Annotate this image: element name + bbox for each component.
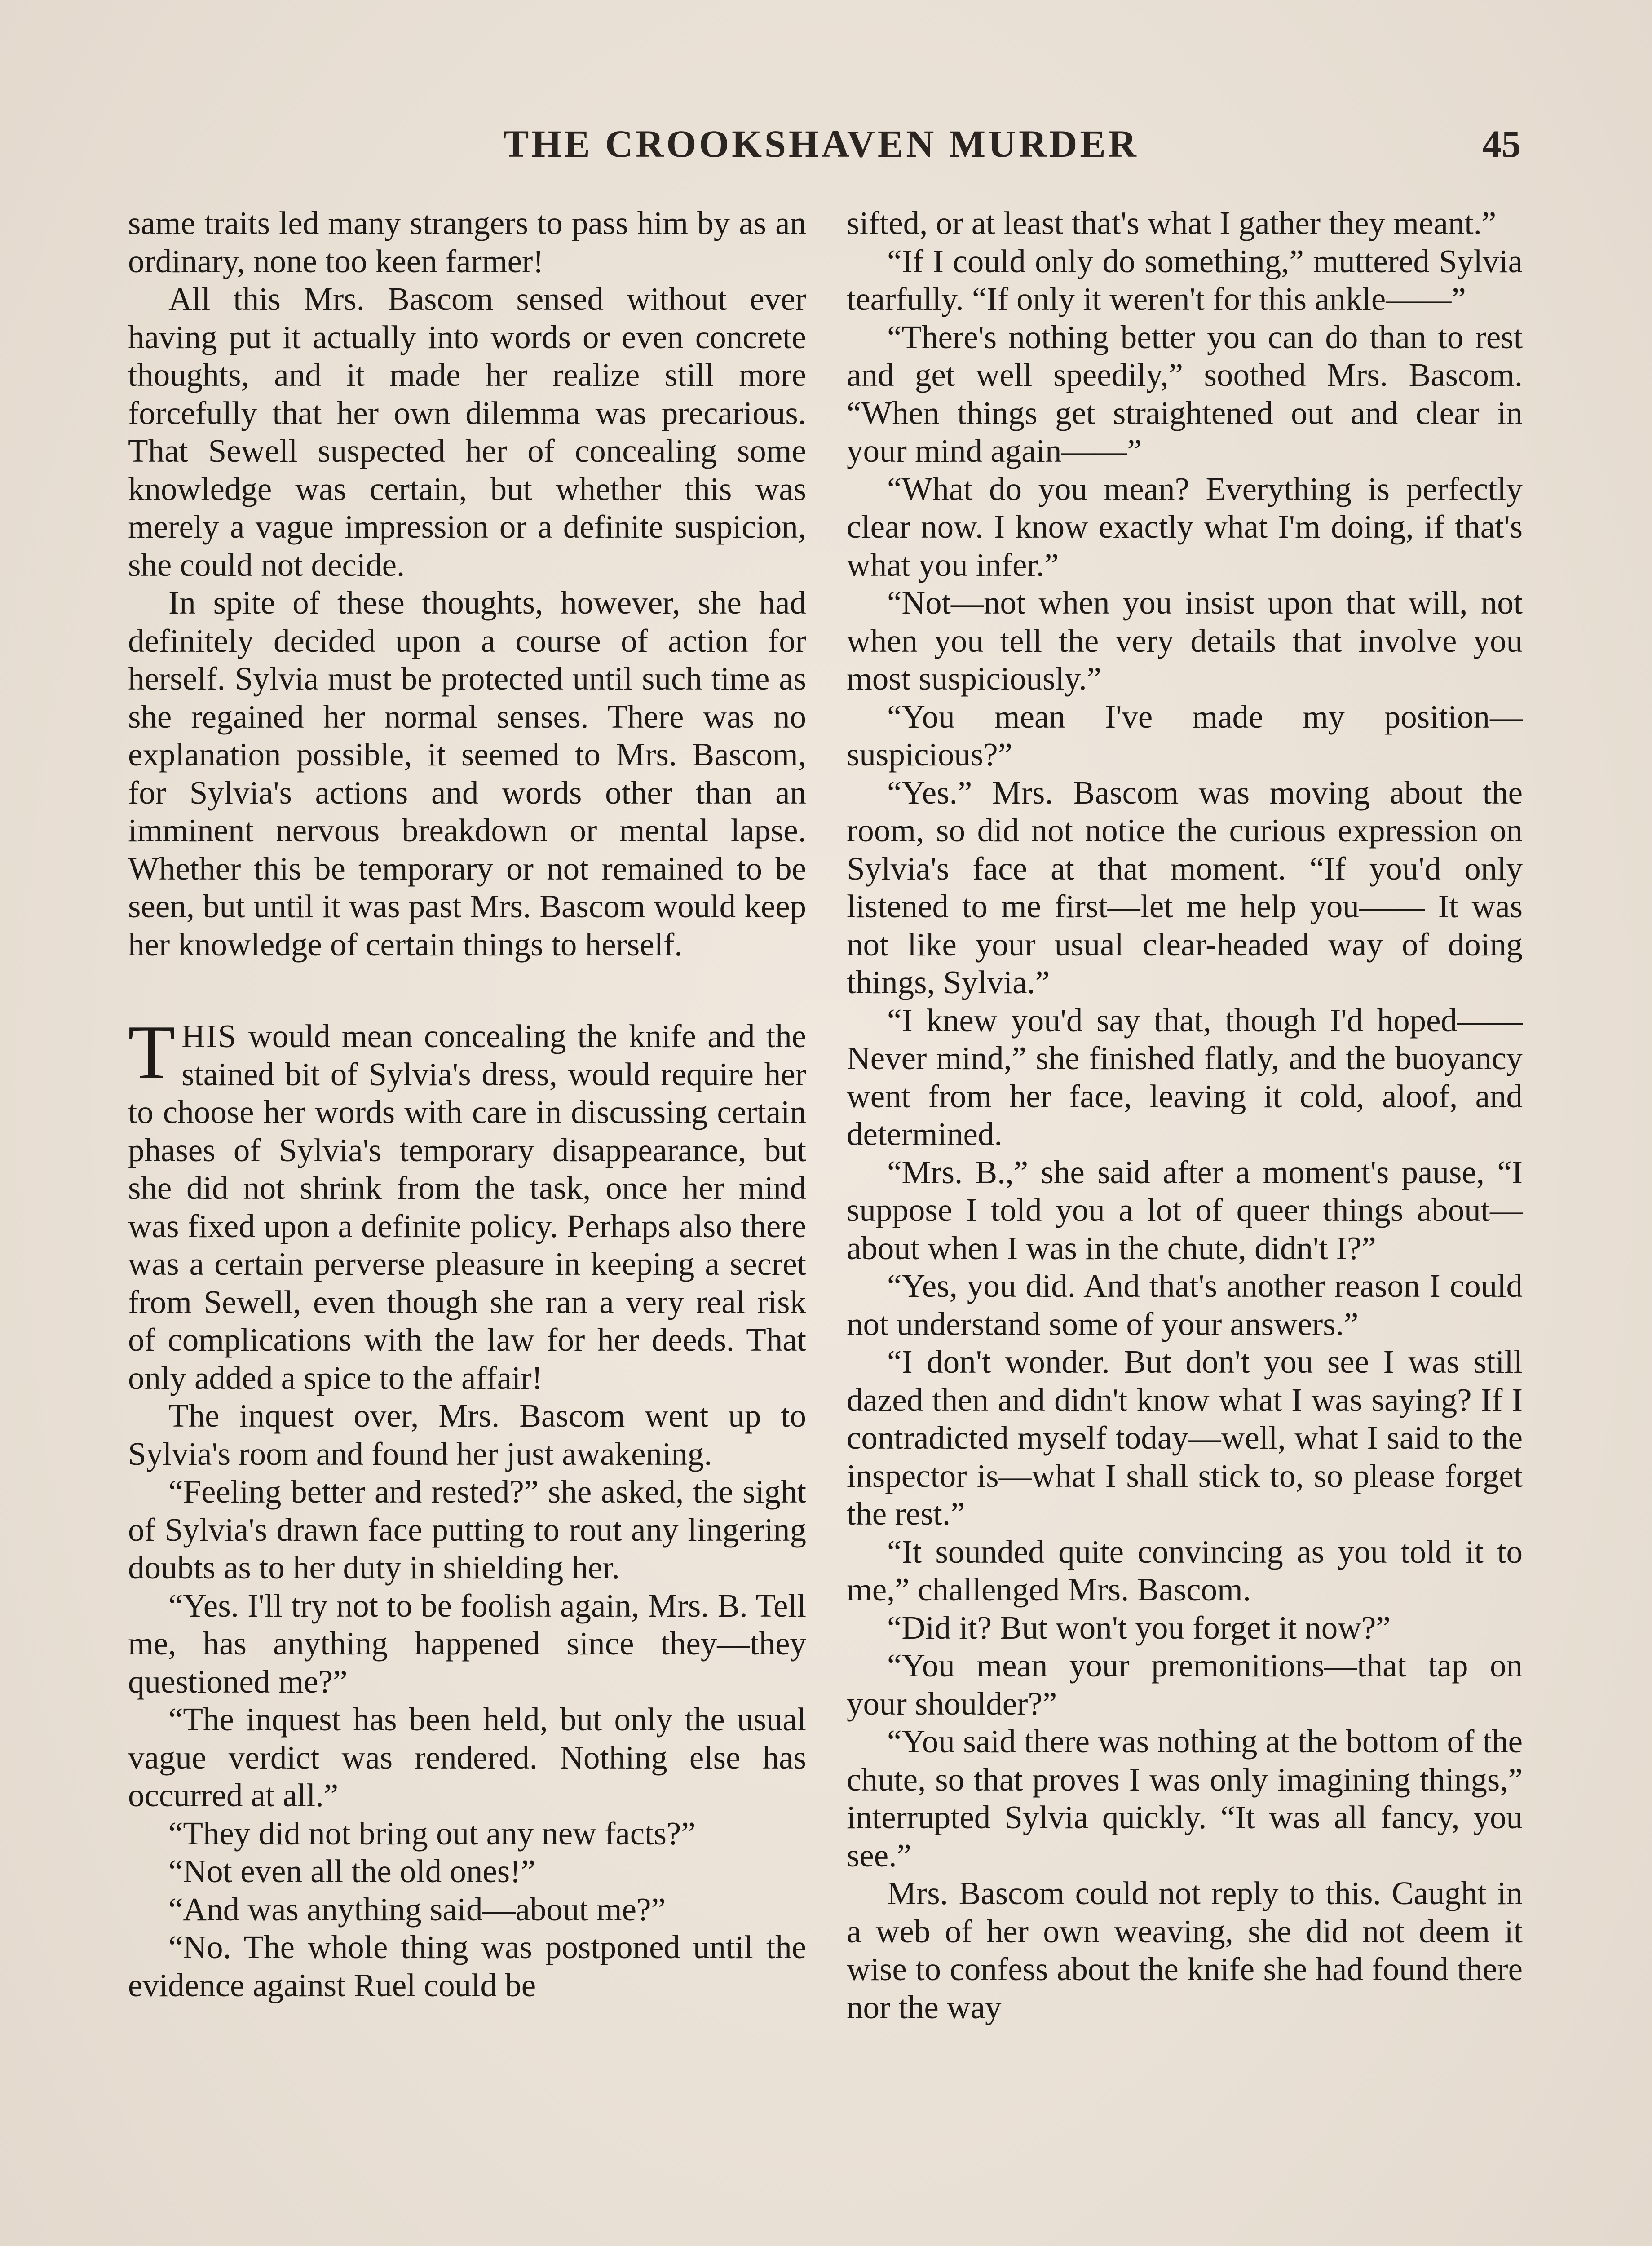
right-text-column bbox=[847, 204, 1523, 2026]
paragraph: All this Mrs. Bascom sensed without ever having put it actually into words or even concrete thoughts, and it made her realize still more forcefully that her own dilemma was precarious. That Sewell suspected her of concealing some knowledge was certain, but whether this was merely a vague impression or a definite suspicion, she could not decide. bbox=[128, 281, 806, 583]
drop-cap: T bbox=[128, 1010, 176, 1095]
paragraph: “Feeling better and rested?” she asked, the sight of Sylvia's drawn face putting to rout any lingering doubts as to her duty in shielding her. bbox=[128, 1473, 806, 1586]
paragraph: In spite of these thoughts, however, she had definitely decided upon a course of action for herself. Sylvia must be protected until such time as she regained her normal senses. There was no explanation possible, it seemed to Mrs. Bascom, for Sylvia's actions and words other than an imminent nervous breakdown or mental lapse. Whether this be temporary or not remained to be seen, but until it was past Mrs. Bascom would keep her knowledge of certain things to herself. bbox=[128, 584, 806, 963]
paragraph: “What do you mean? Everything is perfectly clear now. I know exactly what I'm doing, if that's what you infer.” bbox=[847, 470, 1523, 583]
paragraph: “You mean your premonitions—that tap on your shoulder?” bbox=[847, 1647, 1523, 1722]
paragraph: “Yes. I'll try not to be foolish again, Mrs. B. Tell me, has anything happened since they—they questioned me?” bbox=[128, 1587, 806, 1700]
running-header-title: THE CROOKSHAVEN MURDER bbox=[503, 122, 1139, 165]
left-text-column bbox=[128, 204, 806, 2004]
paragraph: “Yes, you did. And that's another reason I could not understand some of your answers.” bbox=[847, 1268, 1523, 1342]
paragraph: “I knew you'd say that, though I'd hoped—— Never mind,” she finished flatly, and the buoyancy went from her face, leaving it cold, aloof, and determined. bbox=[847, 1002, 1523, 1152]
paragraph: “If I could only do something,” muttered Sylvia tearfully. “If only it weren't for this ankle——” bbox=[847, 243, 1523, 317]
paragraph: “Did it? But won't you forget it now?” bbox=[887, 1609, 1391, 1646]
paragraph: “Mrs. B.,” she said after a moment's pause, “I suppose I told you a lot of queer things about—about when I was in the chute, didn't I?” bbox=[847, 1154, 1523, 1266]
paragraph: Mrs. Bascom could not reply to this. Caught in a web of her own weaving, she did not deem it wise to confess about the knife she had found there nor the way bbox=[847, 1875, 1523, 2025]
paragraph-text: would mean concealing the knife and the stained bit of Sylvia's dress, would require her to choose her words with care in discussing certain phases of Sylvia's temporary disappearance, but she did not shrink from the task, once her mind was fixed upon a definite policy. Perhaps also there was a certain perverse pleasure in keeping a secret from Sewell, even though she ran a very real risk of complications with the law for her deeds. That only added a spice to the affair! bbox=[128, 1018, 806, 1396]
paragraph: “It sounded quite convincing as you told it to me,” challenged Mrs. Bascom. bbox=[847, 1533, 1523, 1608]
paragraph: “No. The whole thing was postponed until the evidence against Ruel could be bbox=[128, 1929, 806, 2003]
page-number: 45 bbox=[1482, 122, 1521, 165]
paragraph: sifted, or at least that's what I gather they meant.” bbox=[847, 205, 1497, 241]
paragraph: The inquest over, Mrs. Bascom went up to Sylvia's room and found her just awakening. bbox=[128, 1397, 806, 1472]
paragraph: “I don't wonder. But don't you see I was still dazed then and didn't know what I was saying? If I contradicted myself today—well, what I said to the inspector is—what I shall stick to, so please forget the rest.” bbox=[847, 1344, 1523, 1532]
paragraph: “There's nothing better you can do than to rest and get well speedily,” soothed Mrs. Bascom. “When things get straightened out and clear in your mind again——” bbox=[847, 318, 1523, 469]
paragraph: “Yes.” Mrs. Bascom was moving about the room, so did not notice the curious expression on Sylvia's face at that moment. “If you'd only listened to me first—let me help you—— It was not like your usual clear-headed way of doing things, Sylvia.” bbox=[847, 774, 1523, 1000]
paragraph: “And was anything said—about me?” bbox=[168, 1891, 666, 1928]
paragraph: “You said there was nothing at the bottom of the chute, so that proves I was only imagining things,” interrupted Sylvia quickly. “It was all fancy, you see.” bbox=[847, 1723, 1523, 1874]
paragraph: same traits led many strangers to pass him by as an ordinary, none too keen farmer! bbox=[128, 205, 806, 279]
section-opening-paragraph bbox=[128, 1010, 806, 1397]
paragraph: “Not even all the old ones!” bbox=[168, 1853, 535, 1889]
paragraph: “The inquest has been held, but only the usual vague verdict was rendered. Nothing else has occurred at all.” bbox=[128, 1701, 806, 1813]
paragraph: “Not—not when you insist upon that will, not when you tell the very details that involve you most suspiciously.” bbox=[847, 584, 1523, 697]
lead-in-caps: HIS bbox=[181, 1018, 237, 1054]
paragraph: “You mean I've made my position—suspicious?” bbox=[847, 698, 1523, 773]
paragraph: “They did not bring out any new facts?” bbox=[168, 1815, 696, 1852]
